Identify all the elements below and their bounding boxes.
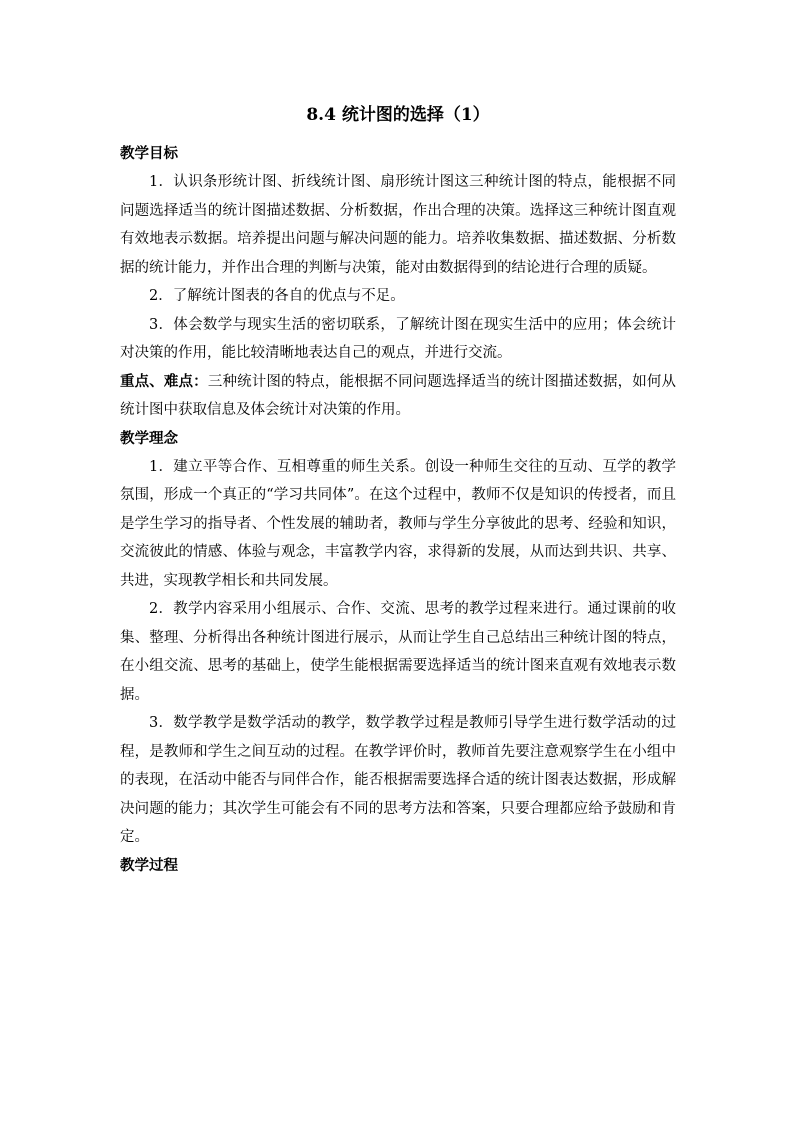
philosophy-item-3: 3．数学教学是数学活动的教学，数学教学过程是教师引导学生进行数学活动的过程，是教师和学生之间互动的过程。在教学评价时，教师首先要注意观察学生在小组中的表现，在活动中能否与同伴合作，能否根据需要选择合适的统计图表达数据，形成解决问题的能力；其次学生可能会有不同的思考方法和答案，只要合理都应给予鼓励和肯定。 — [120, 715, 676, 845]
key-points-paragraph — [120, 368, 676, 425]
section-heading-goals: 教学目标 — [120, 145, 178, 162]
document-page — [120, 104, 676, 880]
section-heading-process: 教学过程 — [120, 856, 178, 874]
goal-item-2: 2．了解统计图表的各自的优点与不足。 — [149, 288, 405, 304]
page-title: 8.4 统计图的选择（1） — [306, 105, 490, 125]
key-points-label: 重点、难点： — [120, 372, 208, 390]
philosophy-item-2: 2．教学内容采用小组展示、合作、交流、思考的教学过程来进行。通过课前的收集、整理、分析得出各种统计图进行展示，从而让学生自己总结出三种统计图的特点，在小组交流、思考的基础上，使学生能根据需要选择适当的统计图来直观有效地表示数据。 — [120, 601, 676, 703]
key-points-text: 三种统计图的特点，能根据不同问题选择适当的统计图描述数据，如何从统计图中获取信息及体会统计对决策的作用。 — [120, 373, 676, 418]
section-heading-philosophy: 教学理念 — [120, 429, 178, 447]
goal-item-3: 3．体会数学与现实生活的密切联系，了解统计图在现实生活中的应用；体会统计对决策的作用，能比较清晰地表达自己的观点，并进行交流。 — [120, 316, 676, 361]
philosophy-item-1: 1．建立平等合作、互相尊重的师生关系。创设一种师生交往的互动、互学的教学氛围，形成一个真正的“学习共同体”。在这个过程中，教师不仅是知识的传授者，而且是学生学习的指导者、个性发展的辅助者，教师与学生分享彼此的思考、经验和知识，交流彼此的情感、体验与观念，丰富教学内容，求得新的发展，从而达到共识、共享、共进，实现教学相长和共同发展。 — [120, 458, 676, 589]
goal-item-1: 1．认识条形统计图、折线统计图、扇形统计图这三种统计图的特点，能根据不同问题选择适当的统计图描述数据、分析数据，作出合理的决策。选择这三种统计图直观有效地表示数据。培养提出问题与解决问题的能力。培养收集数据、描述数据、分析数据的统计能力，并作出合理的判断与决策，能对由数据得到的结论进行合理的质疑。 — [120, 174, 676, 276]
